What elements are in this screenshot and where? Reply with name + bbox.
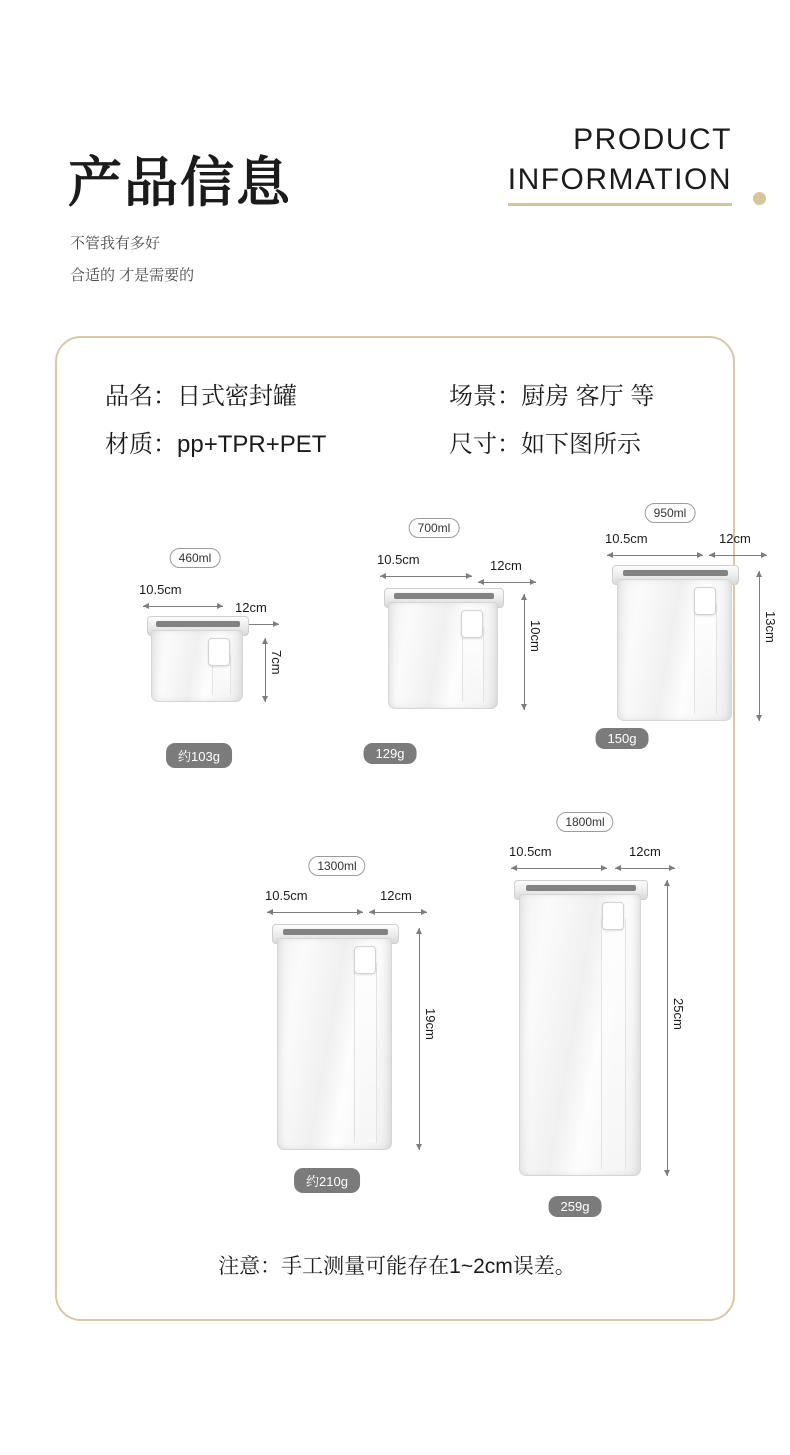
height-dimension-line xyxy=(265,638,266,702)
subtitle-line-1: 不管我有多好 xyxy=(70,235,161,252)
product-info-card xyxy=(55,336,778,1321)
depth-label: 12cm xyxy=(719,531,751,546)
weight-badge: 259g xyxy=(549,1196,602,1217)
spec-product-name: 品名：日式密封罐 xyxy=(105,383,297,410)
width-dimension-line xyxy=(607,555,703,556)
spec-material: 材质：pp+TPR+PET xyxy=(105,431,327,458)
height-label: 13cm xyxy=(763,611,778,643)
volume-badge: 1300ml xyxy=(308,856,365,876)
width-label: 10.5cm xyxy=(139,582,182,597)
container-handle xyxy=(602,902,624,930)
width-label: 10.5cm xyxy=(509,844,552,859)
title-en-line-2: INFORMATION xyxy=(508,160,732,206)
width-label: 10.5cm xyxy=(265,888,308,903)
depth-dimension-line xyxy=(478,582,536,583)
spec-size: 尺寸：如下图所示 xyxy=(449,431,641,458)
container-handle xyxy=(208,638,230,666)
container-side-strip xyxy=(601,919,626,1169)
height-dimension-line xyxy=(759,571,760,721)
page-subtitle xyxy=(70,228,194,292)
depth-dimension-line xyxy=(369,912,427,913)
width-label: 10.5cm xyxy=(377,552,420,567)
depth-dimension-line xyxy=(615,868,675,869)
container-illustration xyxy=(617,561,732,721)
container-side-strip xyxy=(462,627,485,702)
volume-badge: 1800ml xyxy=(556,812,613,832)
height-label: 10cm xyxy=(528,620,543,652)
width-dimension-line xyxy=(267,912,363,913)
product-item-950ml xyxy=(537,483,778,818)
depth-label: 12cm xyxy=(380,888,412,903)
depth-label: 12cm xyxy=(629,844,661,859)
height-label: 7cm xyxy=(269,650,284,675)
depth-label: 12cm xyxy=(490,558,522,573)
page-header xyxy=(0,100,790,310)
height-dimension-line xyxy=(419,928,420,1150)
width-dimension-line xyxy=(380,576,472,577)
height-dimension-line xyxy=(667,880,668,1176)
height-dimension-line xyxy=(524,594,525,710)
volume-badge: 700ml xyxy=(409,518,460,538)
container-illustration xyxy=(388,584,498,709)
height-label: 25cm xyxy=(671,998,686,1030)
container-illustration xyxy=(277,920,392,1150)
depth-label: 12cm xyxy=(235,600,267,615)
product-item-1800ml xyxy=(437,808,707,1248)
product-item-460ml xyxy=(117,528,337,818)
container-side-strip xyxy=(694,604,717,714)
container-body xyxy=(519,894,641,1176)
container-side-strip xyxy=(354,963,377,1143)
measurement-note: 注意：手工测量可能存在1~2cm误差。 xyxy=(218,1255,576,1278)
title-en-line-1: PRODUCT xyxy=(573,123,732,156)
spec-usage-scene: 场景：厨房 客厅 等 xyxy=(449,383,655,410)
product-item-700ml xyxy=(312,498,552,818)
volume-badge: 460ml xyxy=(170,548,221,568)
height-label: 19cm xyxy=(423,1008,438,1040)
width-dimension-line xyxy=(143,606,223,607)
container-handle xyxy=(354,946,376,974)
weight-badge: 129g xyxy=(364,743,417,764)
product-item-1300ml xyxy=(197,848,447,1248)
weight-badge: 约210g xyxy=(294,1168,360,1193)
width-dimension-line xyxy=(511,868,607,869)
weight-badge: 150g xyxy=(596,728,649,749)
container-handle xyxy=(694,587,716,615)
container-handle xyxy=(461,610,483,638)
subtitle-line-2: 合适的 才是需要的 xyxy=(70,267,195,284)
page-title: 产品信息 xyxy=(68,153,292,213)
weight-badge: 约103g xyxy=(166,743,232,768)
decorative-dot xyxy=(753,192,766,205)
volume-badge: 950ml xyxy=(645,503,696,523)
depth-dimension-line xyxy=(709,555,767,556)
container-illustration xyxy=(151,612,243,702)
width-label: 10.5cm xyxy=(605,531,648,546)
page-title-english xyxy=(508,120,732,206)
container-illustration xyxy=(519,876,641,1176)
